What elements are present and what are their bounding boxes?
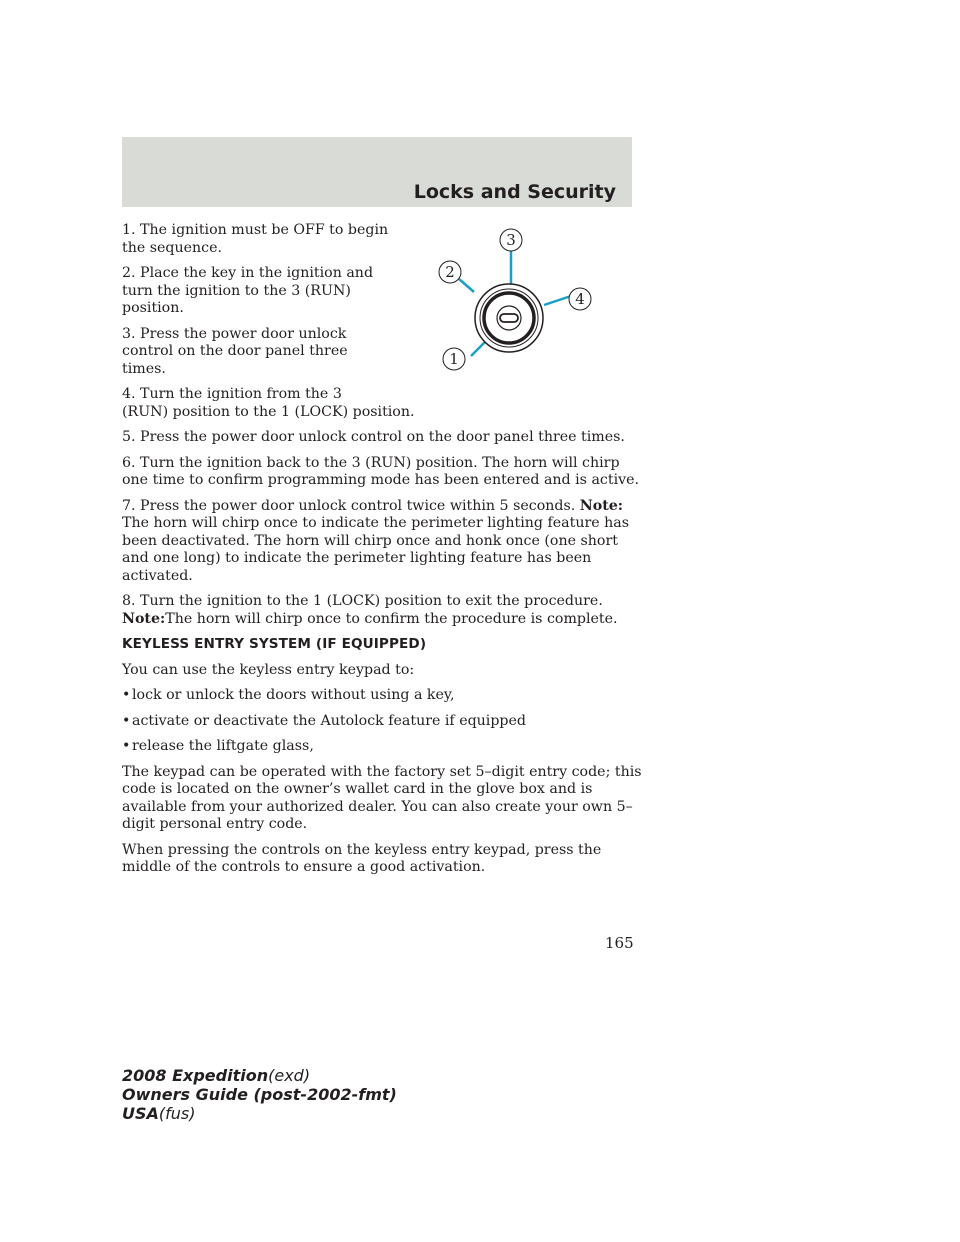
step-3: 3. Press the power door unlock control on the door panel three times. [122,325,348,377]
bullet-dot-icon: • [122,712,131,729]
footer-line-3 [122,1104,397,1123]
bullet-item [122,687,642,705]
step-4-line-2: (RUN) position to the 1 (LOCK) position. [122,403,415,420]
bullet-text: lock or unlock the doors without using a key, [132,687,455,703]
step-8-text: 8. Turn the ignition to the 1 (LOCK) position to exit the procedure. [122,593,603,609]
position-label-4: 4 [575,290,585,308]
step-8-note-label: Note: [122,610,166,627]
keyless-press-paragraph: When pressing the controls on the keyless entry keypad, press the middle of the controls to ensure a good activation. [122,841,602,875]
bullet-item [122,738,642,756]
footer-market: USA [122,1104,159,1123]
step-4 [122,386,642,421]
step-2: 2. Place the key in the ignition and turn the ignition to the 3 (RUN) position. [122,265,374,316]
position-label-3: 3 [506,231,516,249]
section-title: Locks and Security [413,181,616,203]
step-6: 6. Turn the ignition back to the 3 (RUN) position. The horn will chirp one time to confirm programming mode has been entered and is active. [122,454,640,488]
step-4-line-1: 4. Turn the ignition from the 3 [122,386,342,402]
bullet-dot-icon: • [122,738,131,754]
step-7-note-label: Note: [579,497,624,514]
position-label-1: 1 [449,350,459,368]
footer-line-1 [122,1066,397,1085]
bullet-text: activate or deactivate the Autolock feature if equipped [132,712,526,729]
step-5: 5. Press the power door unlock control on the door panel three times. [122,429,625,445]
keyless-entry-heading: KEYLESS ENTRY SYSTEM (IF EQUIPPED) [122,636,427,652]
step-8 [122,593,642,628]
bullet-dot-icon: • [122,687,131,703]
position-label-2: 2 [445,263,455,281]
step-7-note: The horn will chirp once to indicate the perimeter lighting feature has been deactivated. The horn will chirp once and honk once (one short and one long) to indicate the perimeter lighting feature has been activated. [122,515,630,584]
section-header-band [122,137,632,207]
footer-model: 2008 Expedition [122,1066,269,1085]
bullet-text: release the liftgate glass, [132,738,314,754]
footer-market-code: (fus) [158,1104,196,1123]
page-body [122,222,642,885]
footer-model-code: (exd) [268,1066,311,1085]
footer-line-2: Owners Guide (post-2002-fmt) [122,1085,397,1104]
document-footer [122,1066,397,1123]
keyless-intro: You can use the keyless entry keypad to: [122,661,415,678]
step-8-note: The horn will chirp once to confirm the procedure is complete. [165,610,618,627]
step-1: 1. The ignition must be OFF to begin the sequence. [122,222,389,256]
page-number: 165 [605,934,634,952]
step-7 [122,498,642,586]
step-7-text: 7. Press the power door unlock control twice within 5 seconds. [122,497,576,514]
bullet-item [122,713,642,731]
keyless-code-paragraph: The keypad can be operated with the factory set 5–digit entry code; this code is located on the owner’s wallet card in the glove box and is available from your authorized dealer. You can also create your own 5–digit personal entry code. [122,763,642,832]
